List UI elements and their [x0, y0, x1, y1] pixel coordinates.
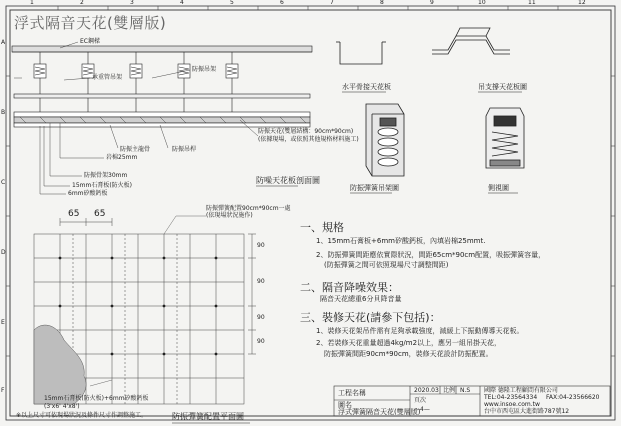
tick-10: 10	[478, 0, 486, 6]
spec-h3-item-1: 1、裝修天花架吊件需有足夠承載強度，減緩上下振動傳導天花板。	[316, 327, 524, 335]
label-main-frame: 防振主龍骨	[120, 146, 151, 153]
label-double-ceiling: 防振天花(雙層結構：90cm*90cm)	[258, 128, 354, 135]
label-stud: 防振骨架30mm	[84, 172, 128, 179]
sheet-title: 浮式隔音天花(雙層版)	[14, 14, 167, 32]
tick-5: 5	[230, 0, 234, 6]
tb-drawing-name: 浮式彈簧隔音天花(雙層版)	[338, 408, 421, 416]
label-gypsum6: 6mm矽酸鈣板	[68, 190, 108, 197]
tb-address: 台中市西屯區大進街路787號12	[484, 408, 570, 415]
plan-dim-right-3: 90	[257, 314, 265, 321]
spec-h3-item-2: 2、若裝修天花重量超過4kg/m2以上，應另一組吊掛天花，	[316, 339, 502, 347]
plan-top-note-2: (依現場狀況施作)	[206, 212, 253, 219]
section-detail	[12, 42, 312, 194]
tick-11: 11	[528, 0, 536, 6]
tick-c: C	[1, 179, 6, 186]
tb-date: 2020.03	[414, 387, 439, 394]
spec-h2: 二、隔音降噪效果：	[300, 281, 399, 294]
label-hanger-bolt: 防振吊桿	[172, 146, 197, 153]
sheet-note: ※以上尺寸可依現場狀況及條件尺寸作調整施工。	[16, 412, 148, 419]
beam-slab	[12, 46, 312, 52]
plan-dim-right-1: 90	[257, 242, 265, 249]
tick-f: F	[1, 387, 5, 394]
spec-h1-item-2: 2、防振彈簧間距應依實際狀況，間距65cm*90cm配置，吸振彈簧容量，	[316, 251, 546, 259]
caption-side-view: 側視圖	[488, 184, 509, 192]
hat-channel-shape	[432, 36, 510, 50]
section-caption: 防噪天花板剖面圖	[256, 176, 320, 185]
spec-h3: 三、裝修天花(請參下包括)：	[300, 311, 441, 324]
spec-h1: 一、規格	[300, 221, 344, 234]
tick-1: 1	[30, 0, 34, 6]
tick-e: E	[1, 319, 5, 326]
label-ec-beam: EC鋼樑	[80, 38, 100, 45]
tb-drawing-label: 圖名	[338, 401, 352, 409]
tick-a: A	[1, 39, 6, 46]
label-pipe-hanger: 承重管吊架	[92, 74, 123, 81]
spec-h1-item-3: (防振彈簧之間可依照現場尺寸調整間距)	[324, 261, 449, 269]
plan-dim-right-2: 90	[257, 278, 265, 285]
tb-web: www.insoe.com.tw	[484, 401, 540, 408]
spec-h2-item-1: 隔音天花總重6分貝降音量	[320, 295, 402, 303]
plan-bottom-note-2: (3'x6' 4'x8')	[44, 403, 80, 410]
tick-2: 2	[80, 0, 84, 6]
tb-fax: FAX:04-23566620	[546, 394, 600, 401]
plan-dim-right-4: 90	[257, 338, 265, 345]
spec-h3-item-3: 防振彈簧間距90cm*90cm，裝修天花設計防振配置。	[324, 350, 493, 358]
tick-9: 9	[430, 0, 434, 6]
part-drawings	[336, 28, 524, 176]
tick-6: 6	[280, 0, 284, 6]
plan-bottom-note: 15mm石膏板(防火板)+6mm矽酸鈣板	[44, 395, 149, 402]
tb-sheet-no: —4—	[414, 406, 430, 413]
plan-dim-65a: 65	[68, 209, 80, 219]
plan-top-dims	[60, 218, 112, 226]
plan-top-note: 防振彈簧配置90cm*90cm一處	[206, 205, 291, 212]
plan-dim-65b: 65	[94, 209, 106, 219]
caption-hat-channel: 吊支撐天花板圖	[478, 83, 527, 91]
caption-h-channel: 水平骨接天花板	[342, 83, 391, 91]
tick-d: D	[1, 249, 6, 256]
tick-3: 3	[130, 0, 134, 6]
tb-company: 國際 德隆工程顧問有限公司	[484, 387, 558, 394]
caption-spring-hanger: 防振彈簧吊架圖	[350, 184, 399, 192]
side-view-shape	[486, 108, 524, 168]
tick-8: 8	[380, 0, 384, 6]
spec-h1-item-1: 1、15mm石膏板+6mm矽酸鈣板，內填岩棉25mmt.	[316, 237, 486, 245]
tb-project-label: 工程名稱	[338, 389, 366, 397]
label-spring-hanger: 防振吊架	[192, 66, 217, 73]
h-channel-shape	[340, 42, 382, 64]
label-wool: 岩棉25mm	[106, 154, 138, 161]
plan-right-dims	[248, 234, 256, 354]
cutaway-patch	[34, 325, 86, 404]
tb-scale-label: 比例	[443, 387, 456, 394]
spring-hanger-shape	[366, 104, 404, 176]
hanger-rods	[40, 52, 232, 118]
tick-b: B	[1, 109, 6, 116]
plan-caption: 防振彈簧配置平面圖	[172, 412, 244, 421]
tb-tel: TEL:04-23564334	[484, 394, 538, 401]
label-double-ceiling-note: (依據現場，或依照其他規格材料施工)	[258, 136, 359, 143]
tb-sheet-label: 頁次	[414, 397, 427, 404]
tb-scale: N.S	[460, 387, 471, 394]
spring-plan	[34, 216, 256, 404]
tick-7: 7	[330, 0, 334, 6]
tick-4: 4	[180, 0, 184, 6]
tick-12: 12	[578, 0, 586, 6]
label-gypsum15: 15mm石膏板(防火板)	[72, 182, 133, 189]
